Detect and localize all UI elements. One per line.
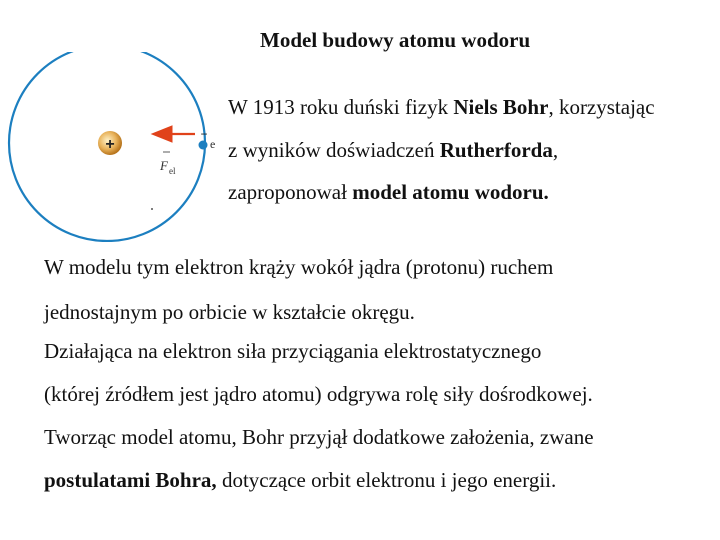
slide-title: Model budowy atomu wodoru (260, 28, 531, 52)
body-line-4: (której źródłem jest jądro atomu) odgrywa rolę siły dośrodkowej. (44, 382, 593, 406)
nucleus-sign: + (105, 136, 115, 153)
intro-line-2: z wyników doświadczeń Rutherforda, (228, 138, 559, 162)
body-line-1: W modelu tym elektron krąży wokół jądra (protonu) ruchem (44, 255, 554, 279)
electron-label: e (210, 137, 216, 151)
body-line-6: postulatami Bohra, dotyczące orbit elektronu i jego energii. (44, 468, 557, 492)
atom-diagram (0, 52, 230, 242)
electron-sign: − (200, 127, 208, 141)
orbit-dot (151, 208, 153, 210)
force-label: F (160, 158, 168, 173)
electron (199, 141, 208, 150)
body-line-3: Działająca na elektron siła przyciągania elektrostatycznego (44, 339, 542, 363)
body-line-2: jednostajnym po orbicie w kształcie okręgu. (44, 300, 415, 324)
intro-line-1: W 1913 roku duński fizyk Niels Bohr, korzystając (228, 95, 655, 119)
intro-line-3: zaproponował model atomu wodoru. (228, 180, 549, 204)
force-subscript: el (169, 166, 176, 176)
body-line-5: Tworząc model atomu, Bohr przyjął dodatkowe założenia, zwane (44, 425, 594, 449)
